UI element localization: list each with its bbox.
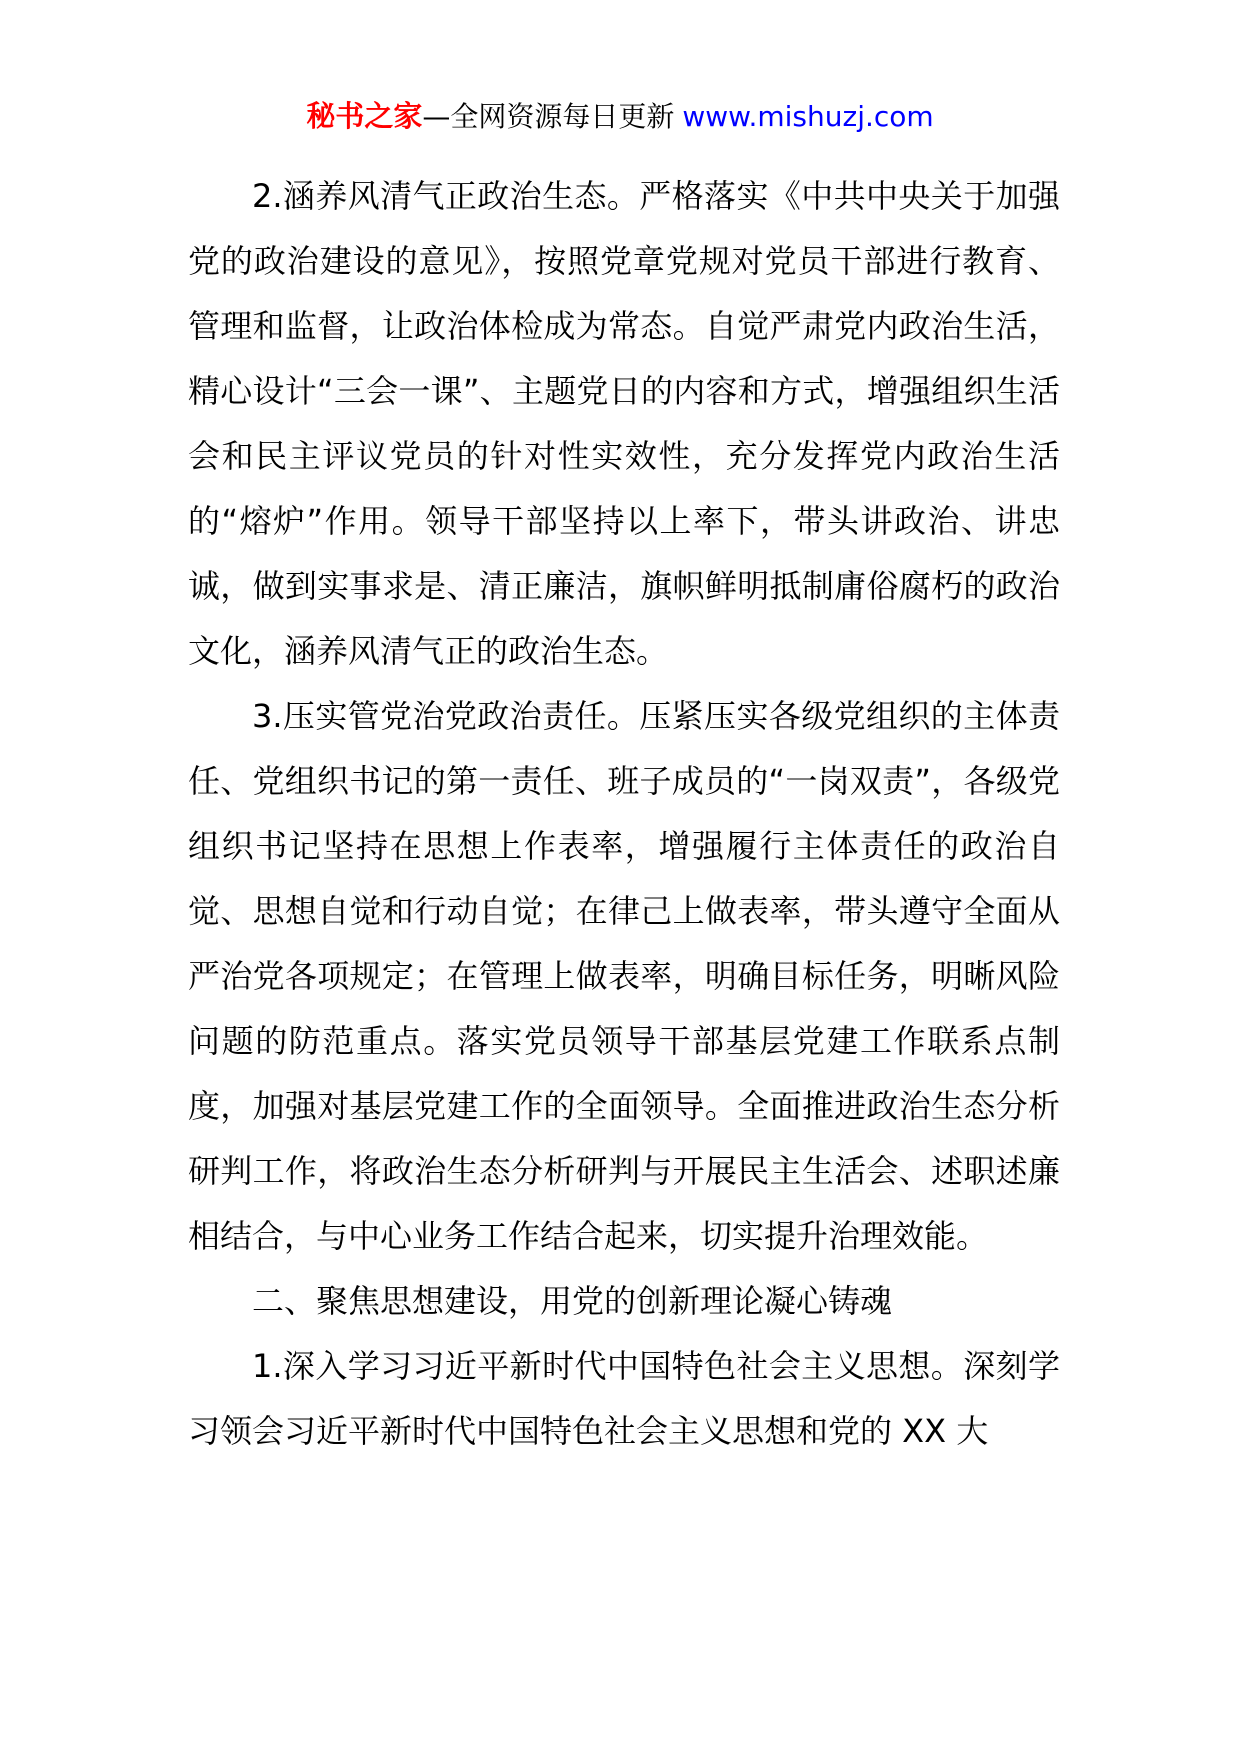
paragraph-political-ecology: 2.涵养风清气正政治生态。严格落实《中共中央关于加强党的政治建设的意见》，按照党章党规对党员干部进行教育、管理和监督，让政治体检成为常态。自觉严肃党内政治生活，精心设计“三会一课”、主题党日的内容和方式，增强组织生活会和民主评议党员的针对性实效性，充分发挥党内政治生活的“熔炉”作用。领导干部坚持以上率下，带头讲政治、讲忠诚，做到实事求是、清正廉洁，旗帜鲜明抵制庸俗腐朽的政治文化，涵养风清气正的政治生态。 (188, 177, 1060, 670)
paragraph-political-responsibility: 3.压实管党治党政治责任。压紧压实各级党组织的主体责任、党组织书记的第一责任、班子成员的“一岗双责”，各级党组织书记坚持在思想上作表率，增强履行主体责任的政治自觉、思想自觉和行动自觉；在律己上做表率，带头遵守全面从严治党各项规定；在管理上做表率，明确目标任务，明晰风险问题的防范重点。落实党员领导干部基层党建工作联系点制度，加强对基层党建工作的全面领导。全面推进政治生态分析研判工作，将政治生态分析研判与开展民主生活会、述职述廉相结合，与中心业务工作结合起来，切实提升治理效能。 (188, 697, 1060, 1255)
document-body (188, 164, 1060, 1464)
paragraph-study-thought: 1.深入学习习近平新时代中国特色社会主义思想。深刻学习领会习近平新时代中国特色社会主义思想和党的 XX 大 (188, 1347, 1060, 1450)
site-brand: 秘书之家 (306, 99, 423, 133)
site-tagline: —全网资源每日更新 (422, 100, 675, 133)
site-url-link[interactable]: www.mishuzj.com (682, 100, 934, 133)
site-header (0, 96, 1240, 137)
section-heading-ideological-building: 二、聚焦思想建设，用党的创新理论凝心铸魂 (252, 1282, 893, 1320)
